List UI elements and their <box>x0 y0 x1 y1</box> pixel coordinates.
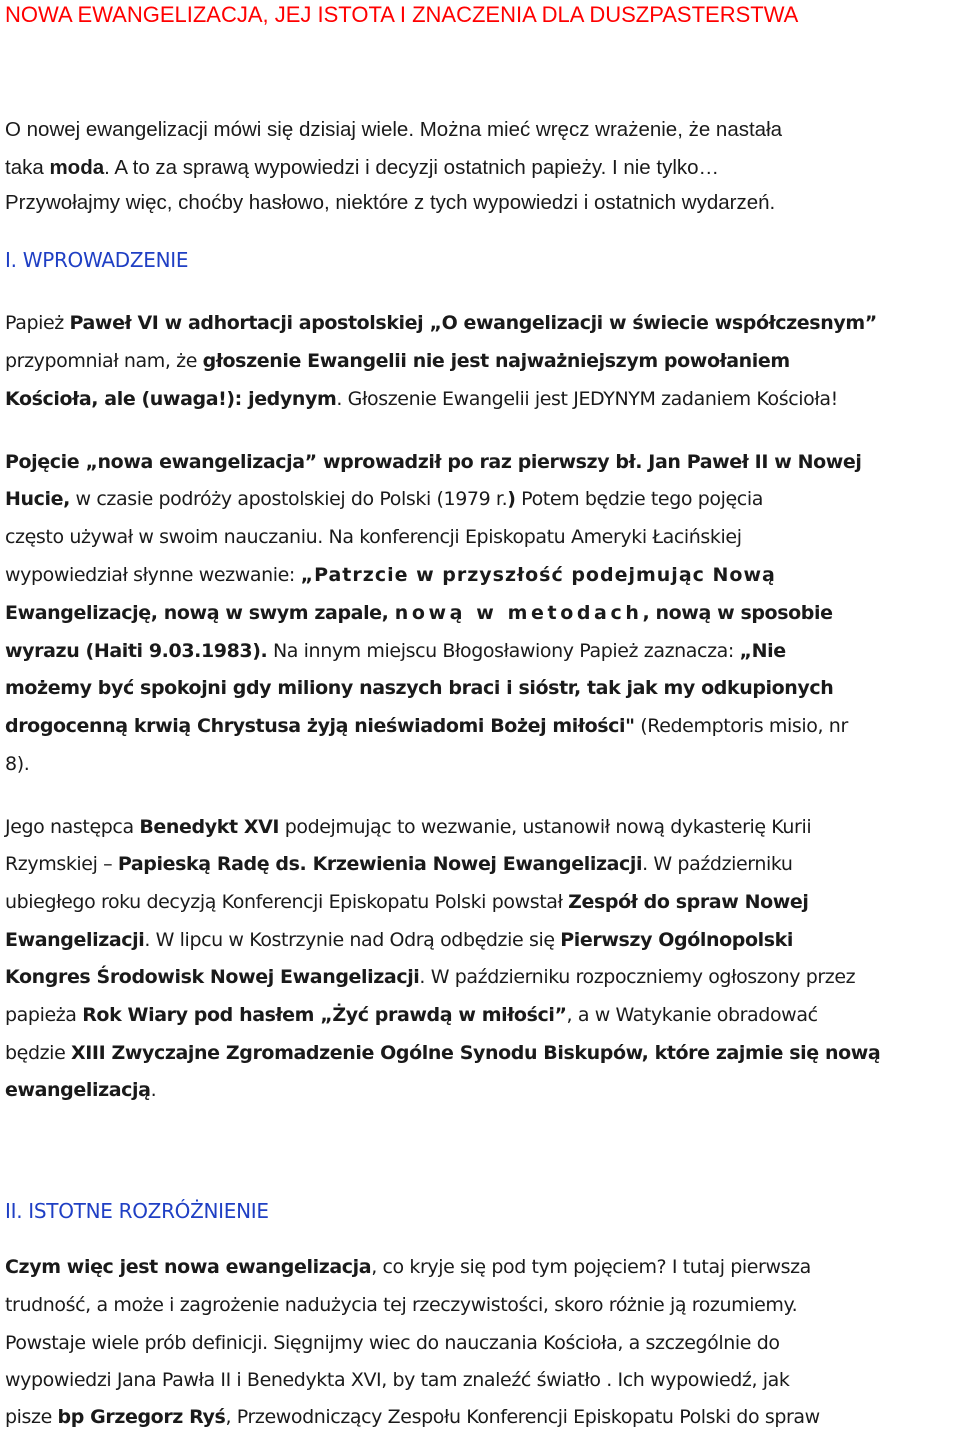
paragraph-line <box>5 755 29 774</box>
bold-run: Benedykt XVI <box>139 816 280 838</box>
text-run: taka <box>5 156 50 179</box>
paragraph-line <box>5 931 793 950</box>
paragraph-line <box>5 490 763 509</box>
paragraph-line <box>5 604 833 623</box>
bold-run: Pierwszy Ogólnopolski <box>560 929 793 951</box>
text-run: Przywołajmy więc, choćby hasłowo, niektóre z tych wypowiedzi i ostatnich wydarzeń. <box>5 191 776 214</box>
text-run: pisze <box>5 1406 58 1428</box>
bold-run: Papieską Radę ds. Krzewienia Nowej Ewangelizacji <box>117 853 643 875</box>
bold-run: ) <box>507 488 516 510</box>
text-run: . A to za sprawą wypowiedzi i decyzji ostatnich papieży. I nie tylko… <box>104 156 720 179</box>
paragraph-line <box>5 717 848 736</box>
text-run: . W październiku <box>642 853 793 875</box>
paragraph-line <box>5 855 793 874</box>
bold-run: głoszenie Ewangelii nie jest najważniejszym powołaniem <box>202 350 790 372</box>
text-run: (Redemptoris misio, nr <box>634 715 848 737</box>
text-run: , co kryje się pod tym pojęciem? I tutaj pierwsza <box>371 1256 811 1278</box>
bold-run: Rok Wiary pod hasłem „Żyć prawdą w miłości” <box>82 1004 567 1026</box>
text-run: trudność, a może i zagrożenie nadużycia tej rzeczywistości, skoro różnie ją rozumiemy. <box>5 1294 798 1316</box>
text-run: O nowej ewangelizacji mówi się dzisiaj wiele. Można mieć wręcz wrażenie, że nastała <box>5 118 783 141</box>
text-run: podejmując to wezwanie, ustanowił nową dykasterię Kurii <box>279 816 812 838</box>
paragraph-line <box>5 1334 780 1353</box>
text-run: Papież <box>5 312 70 334</box>
section-heading-introduction: I. WPROWADZENIE <box>5 248 189 272</box>
text-run: wypowiedzi Jana Pawła II i Benedykta XVI, by tam znaleźć światło . Ich wypowiedź, jak <box>5 1369 790 1391</box>
document-title: NOWA EWANGELIZACJA, JEJ ISTOTA I ZNACZENIA DLA DUSZPASTERSTWA <box>5 2 799 27</box>
intro-line <box>5 193 775 214</box>
bold-run: Ewangelizację, nową w swym zapale, <box>5 602 395 624</box>
paragraph-line <box>5 1258 811 1277</box>
paragraph-line <box>5 390 838 409</box>
paragraph-line <box>5 1371 790 1390</box>
text-run: 8). <box>5 753 30 775</box>
text-run: Jego następca <box>5 816 140 838</box>
paragraph-line <box>5 1296 797 1315</box>
text-run: często używał w swoim nauczaniu. Na konferencji Episkopatu Ameryki Łacińskiej <box>5 526 742 548</box>
text-run: , Przewodniczący Zespołu Konferencji Episkopatu Polski do spraw <box>225 1406 820 1428</box>
paragraph-line <box>5 453 861 472</box>
paragraph-line <box>5 893 809 912</box>
text-run: Potem będzie tego pojęcia <box>515 488 763 510</box>
text-run: . <box>150 1079 157 1101</box>
text-run: Na innym miejscu Błogosławiony Papież zaznacza: <box>267 640 740 662</box>
bold-run: wyrazu (Haiti 9.03.1983). <box>5 640 268 662</box>
intro-line <box>5 158 719 179</box>
bold-run: Kościoła, ale (uwaga!): jedynym <box>5 388 337 410</box>
bold-run: „Nie <box>739 640 786 662</box>
bold-run: moda <box>49 156 105 179</box>
text-run: będzie <box>5 1042 71 1064</box>
text-run: , a w Watykanie obradować <box>566 1004 818 1026</box>
paragraph-line <box>5 968 855 987</box>
bold-run: Czym więc jest nowa ewangelizacja <box>5 1256 372 1278</box>
paragraph-line <box>5 566 776 585</box>
bold-run: Kongres Środowisk Nowej Ewangelizacji <box>5 966 420 988</box>
bold-run: ewangelizacją <box>5 1079 151 1101</box>
paragraph-line <box>5 314 877 333</box>
bold-run: bp Grzegorz Ryś <box>57 1406 226 1428</box>
text-run: w czasie podróży apostolskiej do Polski (1979 r. <box>69 488 508 510</box>
text-run: ubiegłego roku decyzją Konferencji Episkopatu Polski powstał <box>5 891 569 913</box>
text-run: . W październiku rozpoczniemy ogłoszony przez <box>419 966 856 988</box>
intro-line <box>5 120 782 141</box>
bold-run: XIII Zwyczajne Zgromadzenie Ogólne Synodu Biskupów, które zajmie się nową <box>71 1042 881 1064</box>
paragraph-line <box>5 528 742 547</box>
paragraph-line <box>5 818 811 837</box>
text-run: . Głoszenie Ewangelii jest JEDYNYM zadaniem Kościoła! <box>336 388 838 410</box>
text-run: Powstaje wiele prób definicji. Sięgnijmy wiec do nauczania Kościoła, a szczególnie do <box>5 1332 780 1354</box>
bold-run: Zespół do spraw Nowej <box>568 891 809 913</box>
bold-run: Ewangelizacji <box>5 929 145 951</box>
bold-run: Hucie, <box>5 488 70 510</box>
paragraph-line <box>5 642 786 661</box>
text-run: przypomniał nam, że <box>5 350 203 372</box>
bold-run: „Patrzcie w przyszłość podejmując Nową <box>300 564 776 586</box>
bold-run: , nową w sposobie <box>642 602 833 624</box>
bold-run: możemy być spokojni gdy miliony naszych braci i sióstr, tak jak my odkupionych <box>5 677 834 699</box>
section-heading-distinction: II. ISTOTNE ROZRÓŻNIENIE <box>5 1199 269 1223</box>
paragraph-line <box>5 1081 156 1100</box>
paragraph-line <box>5 1044 880 1063</box>
bold-run: drogocenną krwią Chrystusa żyją nieświadomi Bożej miłości" <box>5 715 635 737</box>
text-run: . W lipcu w Kostrzynie nad Odrą odbędzie się <box>144 929 561 951</box>
text-run: wypowiedział słynne wezwanie: <box>5 564 301 586</box>
bold-run: Paweł VI w adhortacji apostolskiej „O ewangelizacji w świecie współczesnym” <box>69 312 877 334</box>
paragraph-line <box>5 1408 820 1427</box>
text-run: Rzymskiej – <box>5 853 118 875</box>
bold-run: nową w metodach <box>394 602 643 624</box>
text-run: papieża <box>5 1004 83 1026</box>
paragraph-line <box>5 679 833 698</box>
paragraph-line <box>5 352 790 371</box>
bold-run: Pojęcie „nowa ewangelizacja” wprowadził po raz pierwszy bł. Jan Paweł II w Nowej <box>5 451 862 473</box>
paragraph-line <box>5 1006 818 1025</box>
